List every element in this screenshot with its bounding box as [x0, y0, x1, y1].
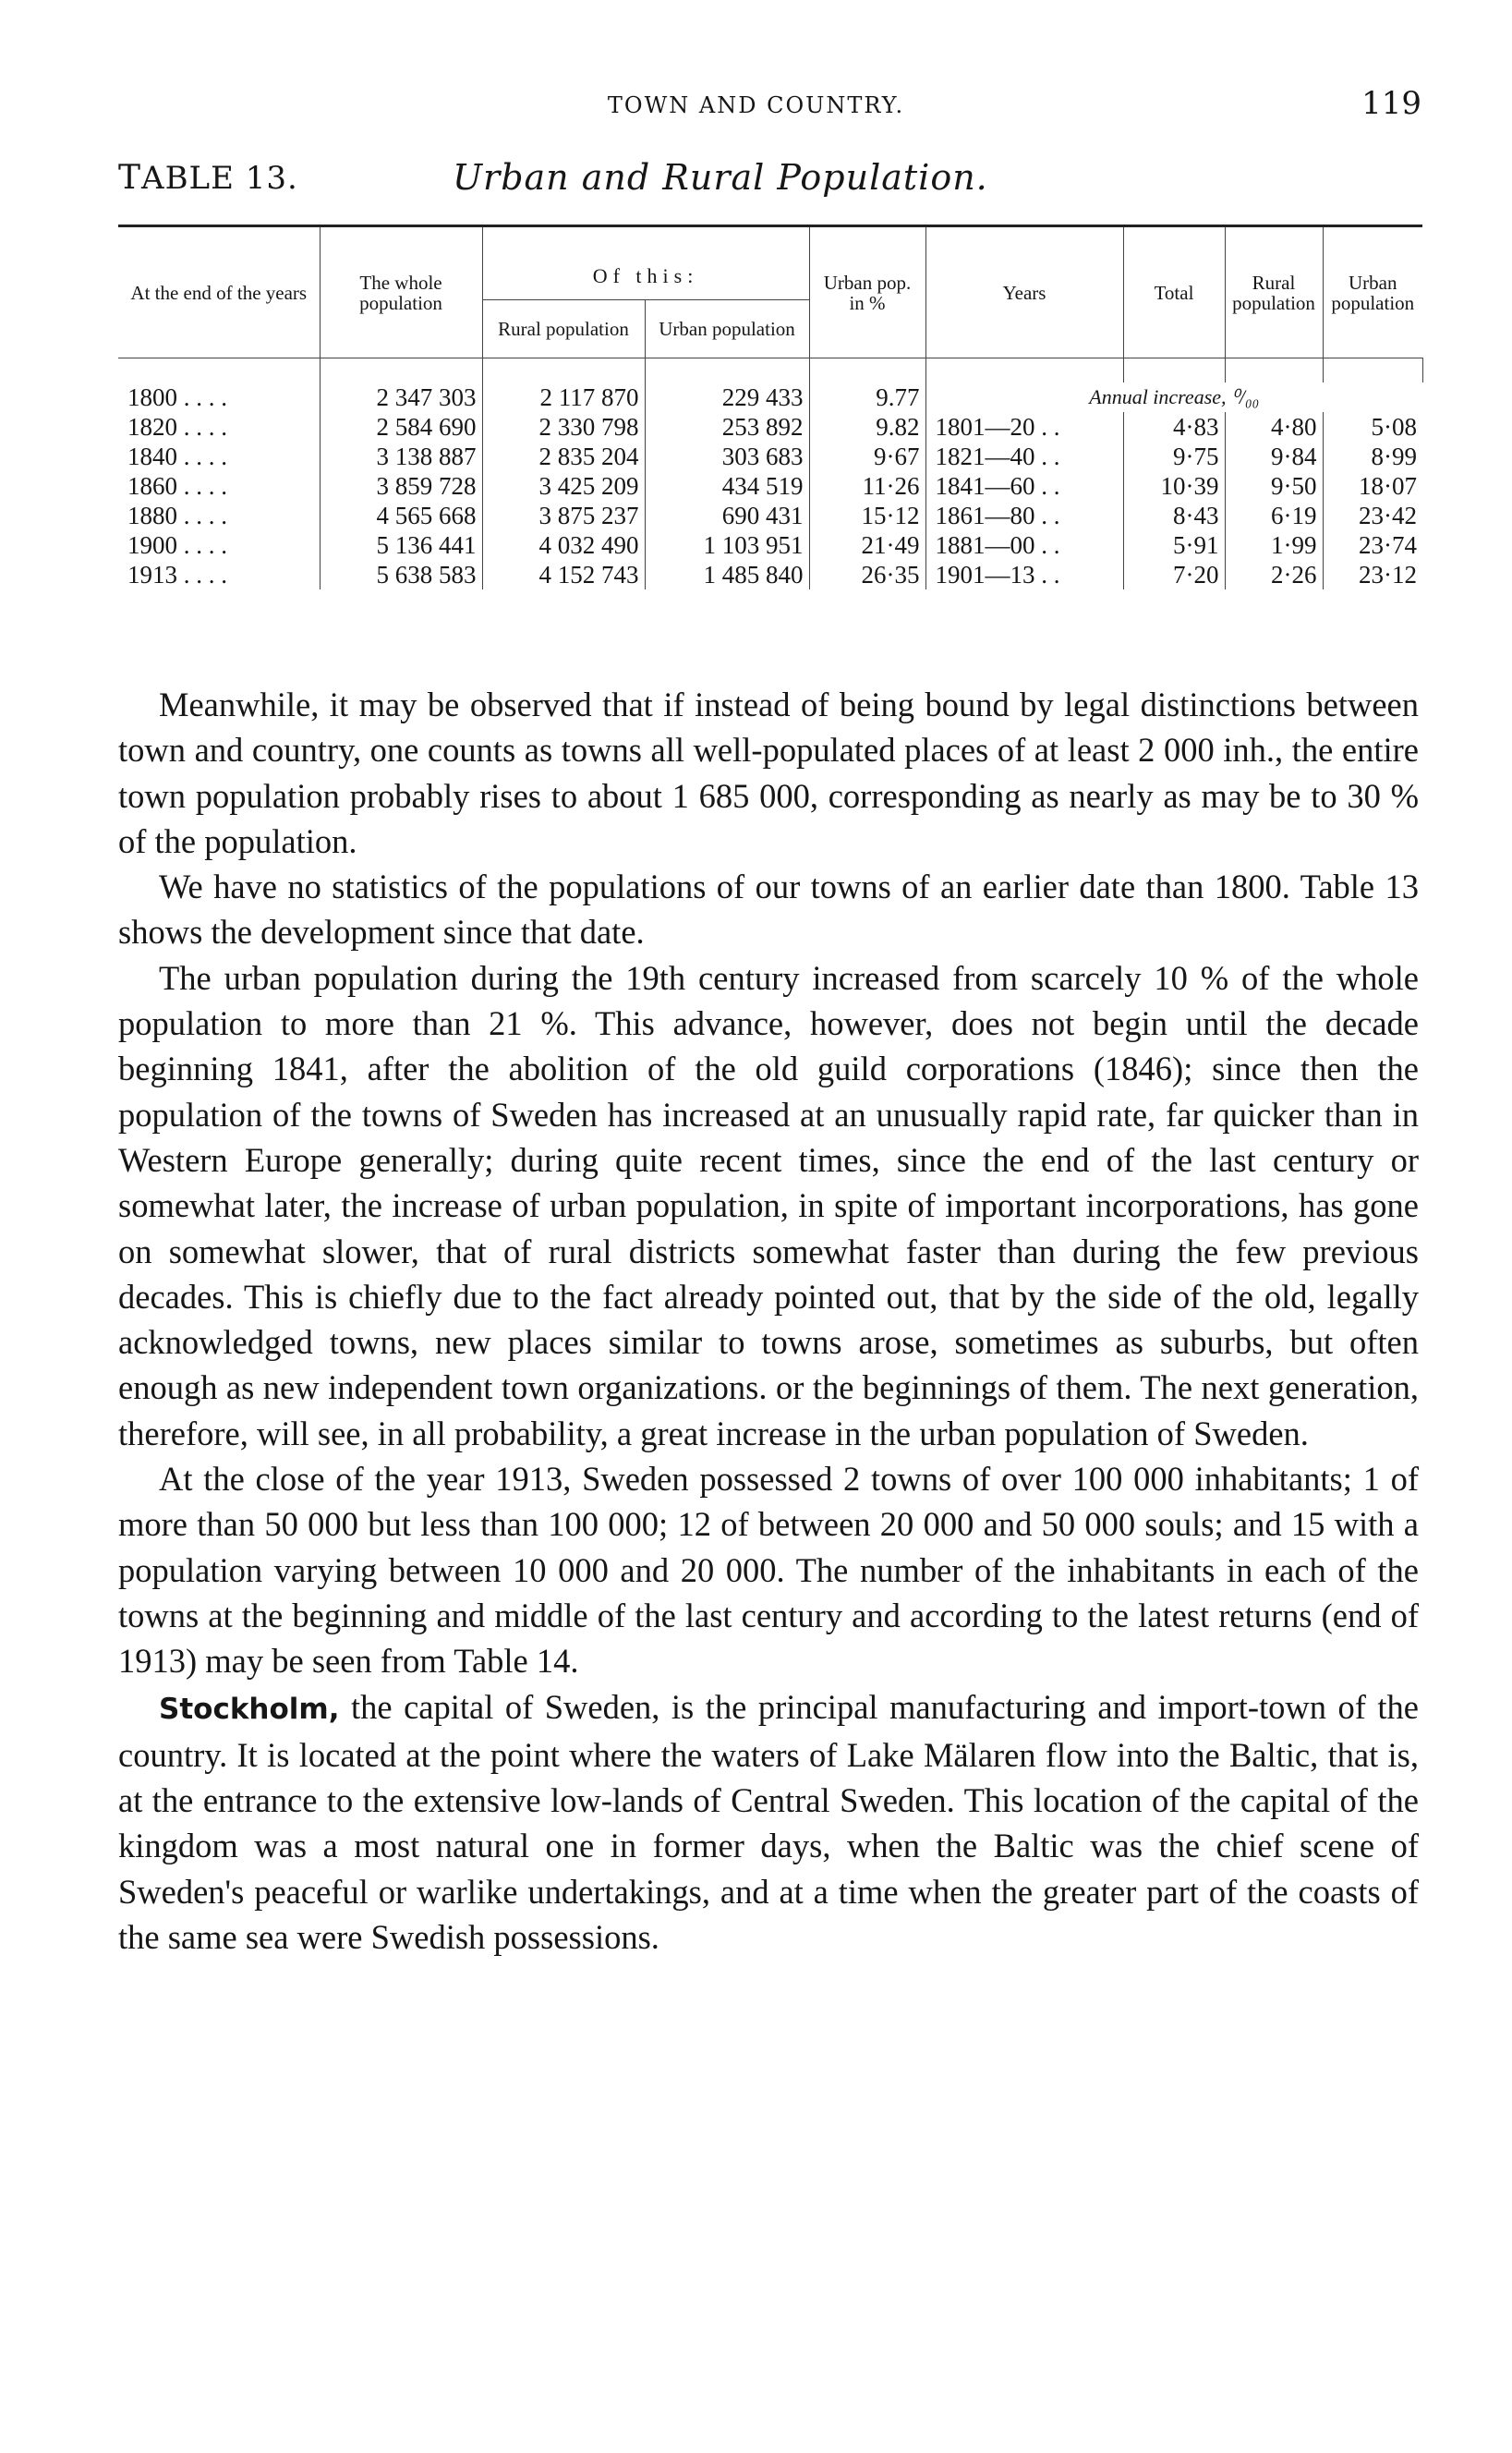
cell-year: 1880 . . . .: [118, 501, 320, 530]
cell-urban: 229 433: [645, 383, 809, 412]
cell-year: 1913 . . . .: [118, 560, 320, 589]
cell-whole: 5 136 441: [320, 530, 482, 560]
cell-urban: 303 683: [645, 442, 809, 471]
cell-period: 1901—13 . .: [925, 560, 1123, 589]
stockholm-text: the capital of Sweden, is the principal manufacturing and import-town of the country. It is located at the point where the waters of Lake Mälaren flow into the Baltic, that is, at the entrance to the extensive low-lands of Central Sweden. This location of the capital of the kingdom was a most natural one in former days, when the Baltic was the chief scene of Sweden's peaceful or warlike undertakings, and at a time when the greater part of the coasts of the same sea were Swedish possessions.: [118, 1687, 1419, 1957]
cell-rural-inc: 9·84: [1225, 442, 1323, 471]
cell-whole: 3 138 887: [320, 442, 482, 471]
cell-rural: 2 835 204: [482, 442, 645, 471]
population-table: [118, 225, 1423, 589]
col-urban-population: Urban population: [645, 300, 809, 358]
table-label: [118, 159, 298, 197]
cell-whole: 2 584 690: [320, 412, 482, 442]
cell-period: 1821—40 . .: [925, 442, 1123, 471]
paragraph: The urban population during the 19th century increased from scarcely 10 % of the whole population to more than 21 %. This advance, however, does not begin until the decade beginning 1841, after the abolition of the old guild corporations (1846); since then the population of the towns of Sweden has increased at an unusually rapid rate, far quicker than in Western Europe generally; during quite recent times, since the end of the last century or somewhat later, the increase of urban population, in spite of important incorporations, has gone on somewhat slower, that of rural districts somewhat faster than during the few previous decades. This is chiefly due to the fact already pointed out, that by the side of the old, legally acknowledged towns, new places similar to towns arose, sometimes as suburbs, but often enough as new independent town organizations. or the beginnings of them. The next generation, therefore, will see, in all probability, a great increase in the urban population of Sweden.: [118, 958, 1419, 1452]
cell-pct: 21·49: [809, 530, 925, 560]
col-whole-population: The whole population: [320, 226, 482, 358]
paragraph: We have no statistics of the populations of our towns of an earlier date than 1800. Table 13 shows the development since that date.: [118, 868, 1419, 952]
paragraph: At the close of the year 1913, Sweden possessed 2 towns of over 100 000 inhabitants; 1 of more than 50 000 but less than 100 000; 12 of between 20 000 and 50 000 souls; and 15 with a population varying between 10 000 and 20 000. The number of the inhabitants in each of the towns at the beginning and middle of the last century and according to the latest returns (end of 1913) may be seen from Table 14.: [118, 1460, 1419, 1681]
col-of-this: Of this:: [482, 226, 809, 300]
table-caption: Urban and Rural Population.: [453, 157, 988, 198]
table-row: [118, 383, 1422, 412]
cell-whole: 5 638 583: [320, 560, 482, 589]
cell-pct: 9.82: [809, 412, 925, 442]
cell-pct: 15·12: [809, 501, 925, 530]
cell-whole: 2 347 303: [320, 383, 482, 412]
col-years: Years: [925, 226, 1123, 358]
col-total: Total: [1123, 226, 1225, 358]
cell-total: 7·20: [1123, 560, 1225, 589]
cell-urban: 1 485 840: [645, 560, 809, 589]
cell-rural: 4 032 490: [482, 530, 645, 560]
table-label-cap: T: [118, 159, 142, 197]
page-number: 119: [1361, 85, 1421, 122]
cell-rural-inc: 2·26: [1225, 560, 1323, 589]
cell-urban: 1 103 951: [645, 530, 809, 560]
cell-total: 8·43: [1123, 501, 1225, 530]
table-row: [118, 442, 1422, 471]
running-head: TOWN AND COUNTRY.: [607, 92, 905, 118]
cell-year: 1820 . . . .: [118, 412, 320, 442]
cell-rural: 3 425 209: [482, 471, 645, 501]
cell-rural-inc: 1·99: [1225, 530, 1323, 560]
cell-rural: 3 875 237: [482, 501, 645, 530]
cell-urban: 434 519: [645, 471, 809, 501]
cell-total: 10·39: [1123, 471, 1225, 501]
col-end-of-years: At the end of the years: [118, 226, 320, 358]
cell-period: 1881—00 . .: [925, 530, 1123, 560]
table-spacer-row: [118, 358, 1422, 383]
cell-rural-inc: 9·50: [1225, 471, 1323, 501]
cell-pct: 9·67: [809, 442, 925, 471]
table-row: [118, 530, 1422, 560]
cell-period: 1801—20 . .: [925, 412, 1123, 442]
cell-year: 1840 . . . .: [118, 442, 320, 471]
cell-urban-inc: 23·12: [1359, 561, 1417, 589]
cell-rural: 2 330 798: [482, 412, 645, 442]
cell-pct: 9.77: [809, 383, 925, 412]
paragraph-stockholm: [118, 1684, 1419, 1961]
table-row: [118, 471, 1422, 501]
cell-urban-inc: 18·07: [1359, 472, 1417, 500]
cell-pct: 26·35: [809, 560, 925, 589]
cell-year: 1900 . . . .: [118, 530, 320, 560]
cell-rural-inc: 6·19: [1225, 501, 1323, 530]
stockholm-lead: Stockholm,: [159, 1692, 340, 1726]
cell-total: 9·75: [1123, 442, 1225, 471]
cell-urban-inc: 8·99: [1371, 443, 1417, 470]
annual-increase-label: Annual increase, ⁰/₀₀: [1089, 385, 1260, 408]
col-urban-pct: Urban pop. in %: [809, 226, 925, 358]
col-rural-population: Rural population: [482, 300, 645, 358]
cell-urban-inc: 23·42: [1359, 502, 1417, 529]
cell-year: 1800 . . . .: [118, 383, 320, 412]
cell-rural-inc: 4·80: [1225, 412, 1323, 442]
table-row: [118, 501, 1422, 530]
cell-whole: 4 565 668: [320, 501, 482, 530]
cell-urban: 253 892: [645, 412, 809, 442]
cell-rural: 4 152 743: [482, 560, 645, 589]
cell-urban: 690 431: [645, 501, 809, 530]
cell-whole: 3 859 728: [320, 471, 482, 501]
cell-urban-inc: 5·08: [1371, 413, 1417, 441]
table-row: [118, 412, 1422, 442]
cell-urban-inc: 23·74: [1359, 531, 1417, 559]
cell-pct: 11·26: [809, 471, 925, 501]
cell-total: 4·83: [1123, 412, 1225, 442]
body-text: [118, 682, 1419, 1960]
table-label-rest: ABLE 13.: [141, 160, 298, 197]
cell-rural: 2 117 870: [482, 383, 645, 412]
col-rural-pop: Rural population: [1225, 226, 1323, 358]
cell-total: 5·91: [1123, 530, 1225, 560]
cell-year: 1860 . . . .: [118, 471, 320, 501]
paragraph: Meanwhile, it may be observed that if instead of being bound by legal distinctions between town and country, one counts as towns all well-populated places of at least 2 000 inh., the entire town population probably rises to about 1 685 000, corresponding as nearly as may be to 30 % of the population.: [118, 686, 1419, 860]
cell-period: 1861—80 . .: [925, 501, 1123, 530]
col-urban-pop: Urban population: [1323, 226, 1422, 358]
cell-period: 1841—60 . .: [925, 471, 1123, 501]
table-row: [118, 560, 1422, 589]
